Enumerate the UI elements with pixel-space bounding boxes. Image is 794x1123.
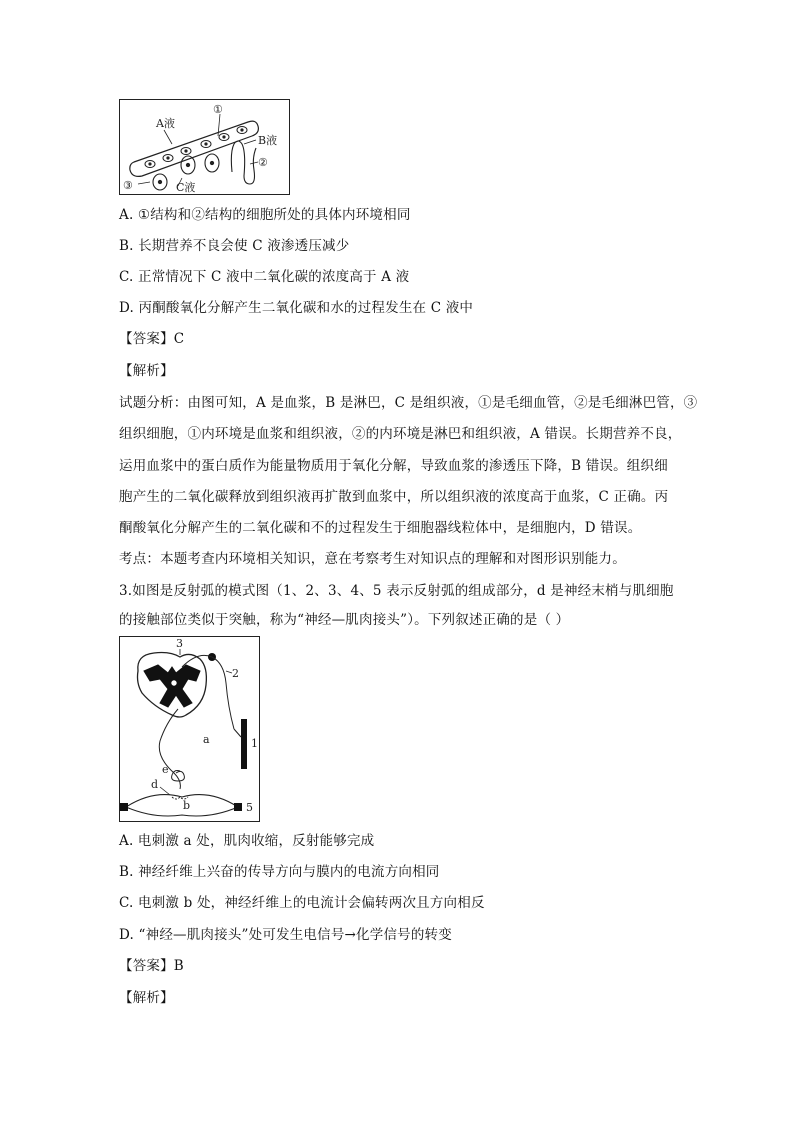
figure-internal-environment-drawing (120, 100, 289, 194)
efferent-fiber (159, 709, 180, 789)
q2-answer: 【答案】C (119, 331, 185, 347)
reflex-label-3: 3 (176, 637, 183, 650)
q2-analysis-line-2: 组织细胞，①内环境是血浆和组织液，②的内环境是淋巴和组织液，A 错误。长期营养不良， (119, 426, 682, 442)
q2-kaodian: 考点：本题考查内环境相关知识，意在考察考生对知识点的理解和对图形识别能力。 (119, 551, 626, 567)
q3-option-a: A. 电刺激 a 处，肌肉收缩，反射能够完成 (119, 833, 375, 849)
q3-option-c: C. 电刺激 b 处，神经纤维上的电流计会偏转两次且方向相反 (119, 895, 485, 911)
figure-reflex-arc (119, 636, 260, 822)
figure-internal-environment (119, 99, 290, 195)
q2-analysis-line-1: 试题分析：由图可知，A 是血浆，B 是淋巴，C 是组织液，①是毛细血管，②是毛细淋巴管，③ (119, 395, 698, 411)
gray-matter (144, 665, 200, 707)
receptor-bar (241, 719, 247, 769)
label-n3: ③ (123, 179, 133, 192)
q3-stem-line-1: 3.如图是反射弧的模式图（1、2、3、4、5 表示反射弧的组成部分，d 是神经末梢与肌细胞 (119, 583, 674, 599)
reflex-label-a: a (203, 733, 210, 746)
reflex-label-e: e (162, 763, 169, 776)
muscle-shape (126, 795, 238, 816)
label-n1: ① (213, 103, 223, 116)
q3-option-d: D. “神经—肌肉接头”处可发生电信号→化学信号的转变 (119, 927, 452, 943)
reflex-label-b: b (183, 799, 191, 812)
q3-option-b: B. 神经纤维上兴奋的传导方向与膜内的电流方向相同 (119, 864, 440, 880)
q2-option-a: A. ①结构和②结构的细胞所处的具体内环境相同 (119, 207, 411, 223)
q2-analysis-line-3: 运用血浆中的蛋白质作为能量物质用于氧化分解，导致血浆的渗透压下降，B 错误。组织细 (119, 458, 668, 474)
reflex-label-5: 5 (246, 801, 253, 814)
lymph-capillary-shape (231, 141, 256, 184)
reflex-label-2: 2 (232, 667, 239, 680)
q3-analysis-heading: 【解析】 (119, 990, 174, 1006)
q3-answer: 【答案】B (119, 958, 184, 974)
label-b-liquid: B液 (258, 134, 278, 147)
q2-analysis-heading: 【解析】 (119, 363, 174, 379)
label-a-liquid: A液 (156, 117, 175, 130)
figure-reflex-arc-drawing (120, 637, 259, 821)
q2-analysis-line-5: 酮酸氧化分解产生的二氧化碳和不的过程发生于细胞器线粒体中，是细胞内，D 错误。 (119, 520, 642, 536)
label-c-liquid: C液 (176, 181, 196, 194)
q3-stem-line-2: 的接触部位类似于突触，称为“神经—肌肉接头”）。下列叙述正确的是（ ） (119, 612, 570, 628)
q2-option-d: D. 丙酮酸氧化分解产生二氧化碳和水的过程发生在 C 液中 (119, 300, 474, 316)
q2-analysis-line-4: 胞产生的二氧化碳释放到组织液再扩散到血浆中，所以组织液的浓度高于血浆，C 正确。丙 (119, 489, 669, 505)
reflex-label-d: d (151, 778, 159, 791)
q2-option-c: C. 正常情况下 C 液中二氧化碳的浓度高于 A 液 (119, 269, 410, 285)
q2-option-b: B. 长期营养不良会使 C 液渗透压减少 (119, 238, 350, 254)
reflex-label-1: 1 (251, 737, 258, 750)
label-n2: ② (258, 156, 268, 169)
